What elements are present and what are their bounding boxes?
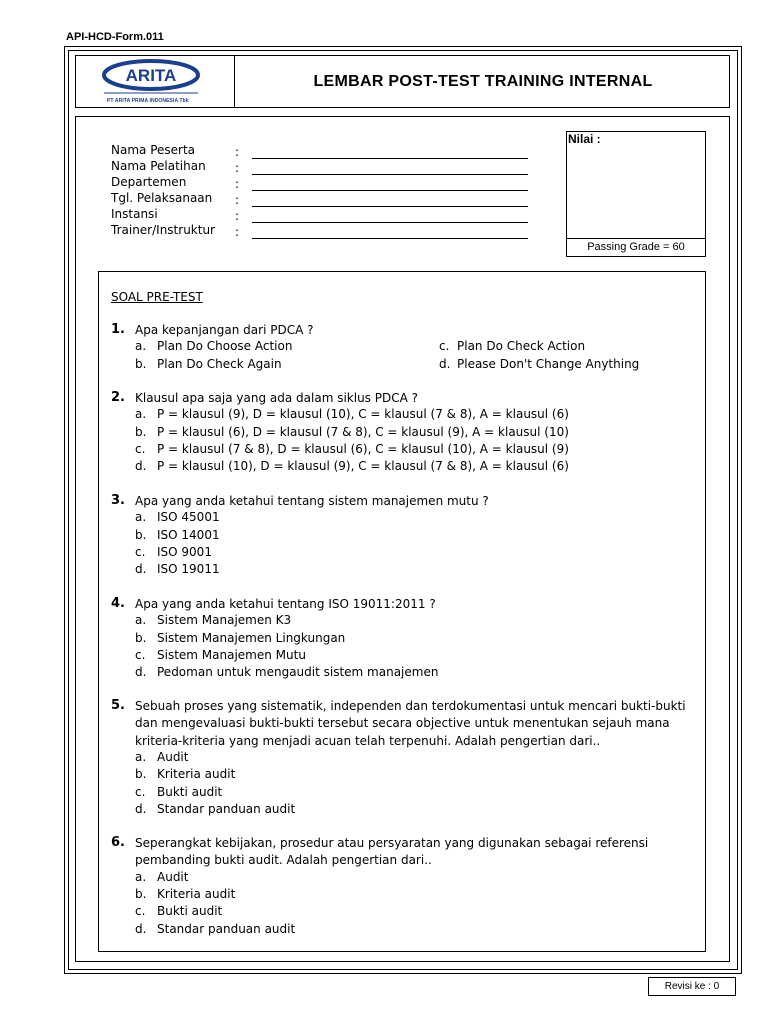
question-text: dan mengevaluasi bukti-bukti tersebut secara objective untuk menentukan sejauh mana: [135, 716, 670, 731]
option-letter: a.: [135, 407, 147, 422]
option-text: P = klausul (7 & 8), D = klausul (6), C = klausul (10), A = klausul (9): [157, 441, 569, 456]
question-text: kriteria-kriteria yang menjadi acuan telah terpenuhi. Adalah pengertian dari..: [135, 733, 601, 748]
question-text: Apa yang anda ketahui tentang ISO 19011:2011 ?: [135, 597, 436, 611]
info-label: Departemen: [111, 175, 187, 189]
option-letter: d.: [135, 562, 147, 577]
option-letter: d.: [439, 356, 451, 371]
option-letter: a.: [135, 510, 147, 525]
option-text: Sistem Manajemen Mutu: [157, 647, 306, 662]
info-label: Tgl. Pelaksanaan: [111, 191, 213, 205]
option-text: Please Don't Change Anything: [457, 356, 640, 371]
option-text: Bukti audit: [157, 784, 223, 799]
question-number: 6.: [111, 835, 125, 850]
option-text: P = klausul (10), D = klausul (9), C = klausul (7 & 8), A = klausul (6): [157, 459, 569, 474]
question-text: Sebuah proses yang sistematik, independen dan terdokumentasi untuk mencari bukti-bukti: [135, 699, 686, 713]
question-number: 1.: [111, 322, 125, 337]
option-text: Sistem Manajemen Lingkungan: [157, 630, 346, 645]
info-label: Trainer/Instruktur: [111, 223, 215, 237]
option-text: ISO 45001: [157, 510, 220, 525]
question-number: 5.: [111, 698, 125, 713]
option-letter: d.: [135, 921, 147, 936]
option-letter: a.: [135, 869, 147, 884]
info-input-line[interactable]: [252, 238, 528, 239]
option-text: ISO 9001: [157, 544, 212, 559]
questions-title: SOAL PRE-TEST: [111, 290, 203, 304]
option-letter: d.: [135, 801, 147, 816]
question-text: Seperangkat kebijakan, prosedur atau persyaratan yang digunakan sebagai referensi: [135, 836, 649, 850]
score-label: Nilai :: [568, 132, 601, 146]
option-letter: b.: [135, 886, 147, 901]
option-letter: c.: [135, 784, 146, 799]
page-title: LEMBAR POST-TEST TRAINING INTERNAL: [313, 72, 653, 90]
question-number: 4.: [111, 596, 125, 611]
option-letter: b.: [135, 767, 147, 782]
info-label: Nama Pelatihan: [111, 159, 206, 173]
option-letter: c.: [135, 544, 146, 559]
option-text: Kriteria audit: [157, 767, 236, 782]
info-input-line[interactable]: [252, 158, 528, 159]
option-letter: d.: [135, 665, 147, 680]
option-text: P = klausul (6), D = klausul (7 & 8), C = klausul (9), A = klausul (10): [157, 424, 569, 439]
info-input-line[interactable]: [252, 190, 528, 191]
info-colon: :: [235, 193, 240, 207]
option-letter: a.: [135, 613, 147, 628]
option-text: ISO 14001: [157, 527, 220, 542]
option-text: Standar panduan audit: [157, 801, 296, 816]
option-letter: a.: [135, 339, 147, 354]
info-input-line[interactable]: [252, 174, 528, 175]
question-text: Klausul apa saja yang ada dalam siklus PDCA ?: [135, 391, 418, 405]
option-text: Pedoman untuk mengaudit sistem manajemen: [157, 665, 439, 680]
passing-grade: Passing Grade = 60: [566, 238, 706, 257]
option-letter: c.: [135, 647, 146, 662]
option-letter: b.: [135, 424, 147, 439]
option-letter: c.: [439, 339, 450, 354]
option-letter: a.: [135, 749, 147, 764]
info-colon: :: [235, 209, 240, 223]
option-letter: b.: [135, 527, 147, 542]
option-text: Plan Do Check Again: [157, 356, 282, 371]
option-text: Sistem Manajemen K3: [157, 613, 292, 628]
option-text: Audit: [157, 749, 189, 764]
option-text: ISO 19011: [157, 562, 220, 577]
option-text: Audit: [157, 869, 189, 884]
info-colon: :: [235, 145, 240, 159]
option-text: Plan Do Choose Action: [157, 339, 293, 354]
option-text: Bukti audit: [157, 904, 223, 919]
option-text: Standar panduan audit: [157, 921, 296, 936]
question-number: 3.: [111, 493, 125, 508]
revision-label: Revisi ke : 0: [648, 977, 736, 996]
option-letter: c.: [135, 904, 146, 919]
question-text: Apa kepanjangan dari PDCA ?: [135, 323, 314, 337]
option-letter: c.: [135, 441, 146, 456]
question-text: pembanding bukti audit. Adalah pengertian dari..: [135, 853, 432, 868]
info-colon: :: [235, 177, 240, 191]
info-input-line[interactable]: [252, 206, 528, 207]
option-text: Kriteria audit: [157, 886, 236, 901]
option-text: Plan Do Check Action: [457, 339, 586, 354]
question-number: 2.: [111, 390, 125, 405]
option-letter: d.: [135, 459, 147, 474]
info-input-line[interactable]: [252, 222, 528, 223]
info-colon: :: [235, 225, 240, 239]
option-text: P = klausul (9), D = klausul (10), C = klausul (7 & 8), A = klausul (6): [157, 407, 569, 422]
info-colon: :: [235, 161, 240, 175]
logo-subtitle: PT ARITA PRIMA INDONESIA Tbk: [107, 98, 189, 104]
option-letter: b.: [135, 356, 147, 371]
info-label: Instansi: [111, 207, 158, 221]
logo-text: ARITA: [125, 66, 177, 85]
option-letter: b.: [135, 630, 147, 645]
question-text: Apa yang anda ketahui tentang sistem manajemen mutu ?: [135, 494, 489, 508]
info-label: Nama Peserta: [111, 143, 196, 157]
form-code: API-HCD-Form.011: [66, 31, 164, 43]
